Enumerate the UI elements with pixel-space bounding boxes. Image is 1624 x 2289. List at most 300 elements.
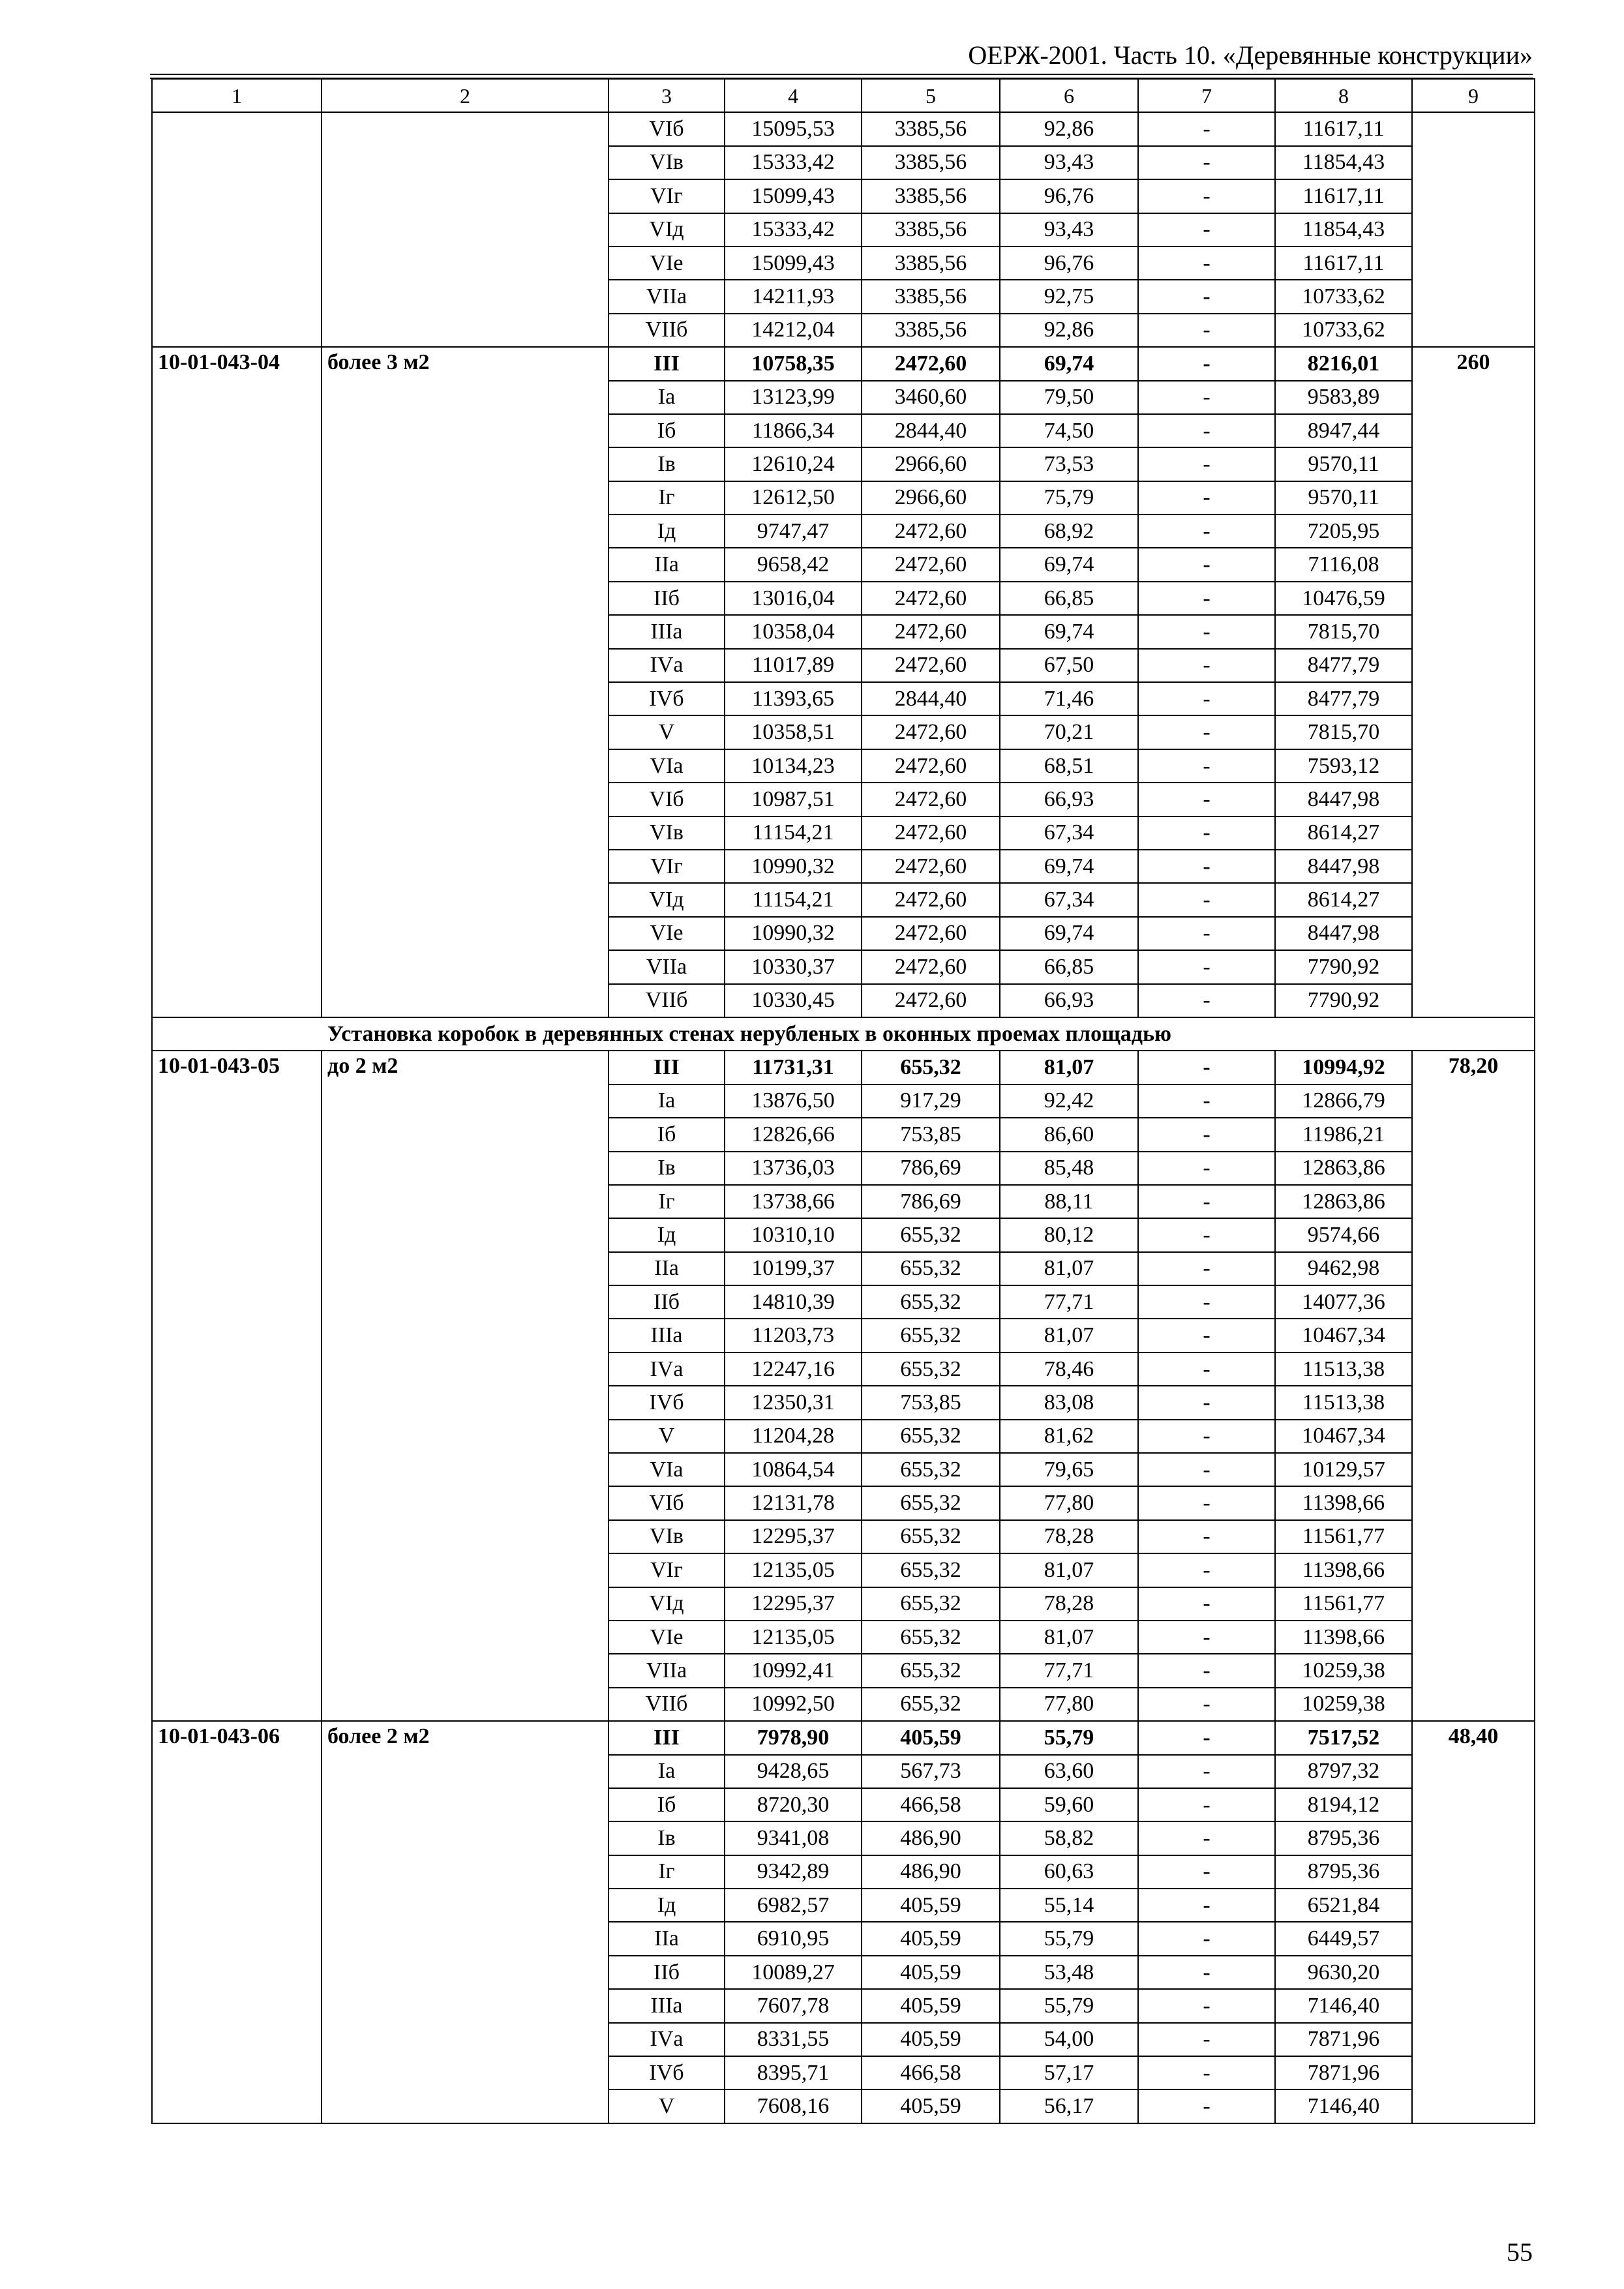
machines-cell: 68,51 <box>1000 749 1138 783</box>
total-cost-cell: 14212,04 <box>725 314 862 347</box>
total-cost-cell: 10330,37 <box>725 950 862 983</box>
materials-cell: 11617,11 <box>1275 247 1412 280</box>
materials-cell: 10733,62 <box>1275 314 1412 347</box>
machines-cell: 58,82 <box>1000 1821 1138 1855</box>
machines-cell: 92,86 <box>1000 112 1138 145</box>
machines-cell: 79,50 <box>1000 381 1138 414</box>
col-number: 9 <box>1412 79 1535 112</box>
machinist-wages-cell: - <box>1138 2089 1275 2123</box>
machines-cell: 92,75 <box>1000 280 1138 313</box>
total-cost-cell: 9747,47 <box>725 515 862 548</box>
wages-cell: 3460,60 <box>862 381 1000 414</box>
wages-cell: 753,85 <box>862 1386 1000 1419</box>
total-cost-cell: 11866,34 <box>725 414 862 447</box>
total-cost-cell: 10990,32 <box>725 917 862 950</box>
total-cost-cell: 10199,37 <box>725 1252 862 1285</box>
page-number: 55 <box>1507 2237 1533 2267</box>
zone-cell: IIа <box>609 548 725 581</box>
machinist-wages-cell: - <box>1138 1051 1275 1084</box>
total-cost-cell: 13123,99 <box>725 381 862 414</box>
zone-cell: VIе <box>609 247 725 280</box>
zone-cell: VIг <box>609 179 725 213</box>
machinist-wages-cell: - <box>1138 1285 1275 1319</box>
wages-cell: 2472,60 <box>862 749 1000 783</box>
total-cost-cell: 8395,71 <box>725 2056 862 2089</box>
wages-cell: 655,32 <box>862 1688 1000 1721</box>
zone-cell: Iд <box>609 1889 725 1922</box>
materials-cell: 11854,43 <box>1275 213 1412 247</box>
zone-cell: Iа <box>609 1085 725 1118</box>
materials-cell: 12863,86 <box>1275 1152 1412 1185</box>
zone-cell: IVб <box>609 682 725 715</box>
materials-cell: 11513,38 <box>1275 1353 1412 1386</box>
total-cost-cell: 7978,90 <box>725 1721 862 1754</box>
wages-cell: 2472,60 <box>862 347 1000 380</box>
wages-cell: 2472,60 <box>862 850 1000 883</box>
materials-cell: 8194,12 <box>1275 1788 1412 1821</box>
zone-cell: VIIб <box>609 314 725 347</box>
zone-cell: VIе <box>609 1621 725 1654</box>
machinist-wages-cell: - <box>1138 347 1275 380</box>
materials-cell: 10467,34 <box>1275 1319 1412 1352</box>
total-cost-cell: 12826,66 <box>725 1118 862 1151</box>
wages-cell: 405,59 <box>862 2089 1000 2123</box>
machinist-wages-cell: - <box>1138 1855 1275 1889</box>
total-cost-cell: 15099,43 <box>725 247 862 280</box>
zone-cell: VIе <box>609 917 725 950</box>
machines-cell: 66,85 <box>1000 582 1138 615</box>
wages-cell: 2844,40 <box>862 414 1000 447</box>
materials-cell: 7146,40 <box>1275 2089 1412 2123</box>
machinist-wages-cell: - <box>1138 280 1275 313</box>
machines-cell: 66,85 <box>1000 950 1138 983</box>
machinist-wages-cell: - <box>1138 1587 1275 1621</box>
machinist-wages-cell: - <box>1138 1085 1275 1118</box>
materials-cell: 10259,38 <box>1275 1654 1412 1687</box>
total-cost-cell: 11154,21 <box>725 816 862 850</box>
wages-cell: 3385,56 <box>862 179 1000 213</box>
wages-cell: 655,32 <box>862 1051 1000 1084</box>
machines-cell: 78,46 <box>1000 1353 1138 1386</box>
machinist-wages-cell: - <box>1138 1486 1275 1519</box>
machinist-wages-cell: - <box>1138 247 1275 280</box>
col-number: 2 <box>322 79 609 112</box>
machinist-wages-cell: - <box>1138 883 1275 916</box>
machines-cell: 73,53 <box>1000 447 1138 481</box>
machinist-wages-cell: - <box>1138 682 1275 715</box>
wages-cell: 2472,60 <box>862 548 1000 581</box>
total-cost-cell: 9342,89 <box>725 1855 862 1889</box>
total-cost-cell: 6910,95 <box>725 1922 862 1955</box>
machines-cell: 54,00 <box>1000 2023 1138 2056</box>
machines-cell: 93,43 <box>1000 146 1138 179</box>
wages-cell: 2472,60 <box>862 582 1000 615</box>
rate-name: до 2 м2 <box>322 1051 609 1721</box>
materials-cell: 8477,79 <box>1275 649 1412 682</box>
materials-cell: 10129,57 <box>1275 1453 1412 1486</box>
total-cost-cell: 11393,65 <box>725 682 862 715</box>
wages-cell: 405,59 <box>862 1889 1000 1922</box>
section-heading: Установка коробок в деревянных стенах нерубленых в оконных проемах площадью <box>152 1017 1535 1051</box>
machinist-wages-cell: - <box>1138 515 1275 548</box>
total-cost-cell: 10310,10 <box>725 1218 862 1251</box>
zone-cell: IIб <box>609 582 725 615</box>
total-cost-cell: 15099,43 <box>725 179 862 213</box>
materials-cell: 11561,77 <box>1275 1520 1412 1553</box>
wages-cell: 786,69 <box>862 1185 1000 1218</box>
labor-cost-cell: 48,40 <box>1412 1721 1535 2123</box>
materials-cell: 10733,62 <box>1275 280 1412 313</box>
total-cost-cell: 10358,51 <box>725 715 862 749</box>
col-number: 8 <box>1275 79 1412 112</box>
machines-cell: 67,34 <box>1000 816 1138 850</box>
rate-name: более 2 м2 <box>322 1721 609 2123</box>
zone-cell: Iг <box>609 481 725 515</box>
col-number: 1 <box>152 79 322 112</box>
wages-cell: 405,59 <box>862 1989 1000 2022</box>
zone-cell: Iд <box>609 515 725 548</box>
zone-cell: V <box>609 2089 725 2123</box>
zone-cell: IVа <box>609 649 725 682</box>
wages-cell: 2472,60 <box>862 917 1000 950</box>
machinist-wages-cell: - <box>1138 314 1275 347</box>
materials-cell: 7146,40 <box>1275 1989 1412 2022</box>
materials-cell: 9462,98 <box>1275 1252 1412 1285</box>
machines-cell: 60,63 <box>1000 1855 1138 1889</box>
zone-cell: Iг <box>609 1185 725 1218</box>
total-cost-cell: 10758,35 <box>725 347 862 380</box>
column-number-row <box>152 79 1535 112</box>
zone-cell: IIIа <box>609 615 725 648</box>
total-cost-cell: 10864,54 <box>725 1453 862 1486</box>
machines-cell: 96,76 <box>1000 179 1138 213</box>
machines-cell: 78,28 <box>1000 1520 1138 1553</box>
zone-cell: Iб <box>609 1788 725 1821</box>
machinist-wages-cell: - <box>1138 1755 1275 1788</box>
materials-cell: 6449,57 <box>1275 1922 1412 1955</box>
col-number: 4 <box>725 79 862 112</box>
materials-cell: 7593,12 <box>1275 749 1412 783</box>
total-cost-cell: 12295,37 <box>725 1587 862 1621</box>
col-number: 6 <box>1000 79 1138 112</box>
machines-cell: 59,60 <box>1000 1788 1138 1821</box>
total-cost-cell: 8720,30 <box>725 1788 862 1821</box>
materials-cell: 11617,11 <box>1275 179 1412 213</box>
zone-cell: IIа <box>609 1922 725 1955</box>
machines-cell: 63,60 <box>1000 1755 1138 1788</box>
materials-cell: 11617,11 <box>1275 112 1412 145</box>
rate-code <box>152 112 322 347</box>
materials-cell: 9574,66 <box>1275 1218 1412 1251</box>
wages-cell: 405,59 <box>862 1956 1000 1989</box>
materials-cell: 9630,20 <box>1275 1956 1412 1989</box>
zone-cell: VIIб <box>609 984 725 1017</box>
materials-cell: 11398,66 <box>1275 1486 1412 1519</box>
wages-cell: 655,32 <box>862 1587 1000 1621</box>
materials-cell: 7815,70 <box>1275 615 1412 648</box>
zone-cell: Iб <box>609 1118 725 1151</box>
total-cost-cell: 12612,50 <box>725 481 862 515</box>
total-cost-cell: 10358,04 <box>725 615 862 648</box>
materials-cell: 7815,70 <box>1275 715 1412 749</box>
zone-cell: VIг <box>609 850 725 883</box>
materials-cell: 8216,01 <box>1275 347 1412 380</box>
zone-cell: VIа <box>609 1453 725 1486</box>
total-cost-cell: 12131,78 <box>725 1486 862 1519</box>
materials-cell: 10994,92 <box>1275 1051 1412 1084</box>
wages-cell: 2966,60 <box>862 447 1000 481</box>
zone-cell: Iг <box>609 1855 725 1889</box>
machines-cell: 77,80 <box>1000 1486 1138 1519</box>
machines-cell: 74,50 <box>1000 414 1138 447</box>
zone-cell: VIд <box>609 883 725 916</box>
machines-cell: 53,48 <box>1000 1956 1138 1989</box>
zone-cell: V <box>609 1420 725 1453</box>
materials-cell: 8447,98 <box>1275 917 1412 950</box>
machines-cell: 85,48 <box>1000 1152 1138 1185</box>
materials-cell: 12863,86 <box>1275 1185 1412 1218</box>
machinist-wages-cell: - <box>1138 1989 1275 2022</box>
wages-cell: 655,32 <box>862 1654 1000 1687</box>
machinist-wages-cell: - <box>1138 1553 1275 1587</box>
zone-cell: VIIа <box>609 950 725 983</box>
wages-cell: 655,32 <box>862 1285 1000 1319</box>
machines-cell: 55,79 <box>1000 1922 1138 1955</box>
wages-cell: 567,73 <box>862 1755 1000 1788</box>
materials-cell: 7871,96 <box>1275 2056 1412 2089</box>
labor-cost-cell: 78,20 <box>1412 1051 1535 1721</box>
machinist-wages-cell: - <box>1138 447 1275 481</box>
machinist-wages-cell: - <box>1138 414 1275 447</box>
machines-cell: 92,42 <box>1000 1085 1138 1118</box>
machinist-wages-cell: - <box>1138 783 1275 816</box>
machinist-wages-cell: - <box>1138 213 1275 247</box>
materials-cell: 8614,27 <box>1275 883 1412 916</box>
machinist-wages-cell: - <box>1138 1453 1275 1486</box>
machinist-wages-cell: - <box>1138 1386 1275 1419</box>
machinist-wages-cell: - <box>1138 1520 1275 1553</box>
wages-cell: 486,90 <box>862 1821 1000 1855</box>
total-cost-cell: 12247,16 <box>725 1353 862 1386</box>
wages-cell: 2472,60 <box>862 816 1000 850</box>
machinist-wages-cell: - <box>1138 2056 1275 2089</box>
wages-cell: 3385,56 <box>862 146 1000 179</box>
machines-cell: 80,12 <box>1000 1218 1138 1251</box>
machinist-wages-cell: - <box>1138 1353 1275 1386</box>
zone-cell: VIг <box>609 1553 725 1587</box>
machines-cell: 88,11 <box>1000 1185 1138 1218</box>
wages-cell: 405,59 <box>862 1922 1000 1955</box>
materials-cell: 7871,96 <box>1275 2023 1412 2056</box>
machinist-wages-cell: - <box>1138 2023 1275 2056</box>
wages-cell: 2472,60 <box>862 615 1000 648</box>
machinist-wages-cell: - <box>1138 481 1275 515</box>
machinist-wages-cell: - <box>1138 381 1275 414</box>
machinist-wages-cell: - <box>1138 1688 1275 1721</box>
machines-cell: 83,08 <box>1000 1386 1138 1419</box>
machinist-wages-cell: - <box>1138 1420 1275 1453</box>
machines-cell: 77,71 <box>1000 1285 1138 1319</box>
machinist-wages-cell: - <box>1138 749 1275 783</box>
machinist-wages-cell: - <box>1138 1185 1275 1218</box>
materials-cell: 11513,38 <box>1275 1386 1412 1419</box>
machines-cell: 66,93 <box>1000 984 1138 1017</box>
rates-table <box>151 78 1535 2124</box>
machines-cell: 77,71 <box>1000 1654 1138 1687</box>
materials-cell: 9570,11 <box>1275 447 1412 481</box>
machinist-wages-cell: - <box>1138 1922 1275 1955</box>
total-cost-cell: 13738,66 <box>725 1185 862 1218</box>
materials-cell: 8797,32 <box>1275 1755 1412 1788</box>
table-body <box>152 112 1535 2123</box>
machines-cell: 69,74 <box>1000 347 1138 380</box>
total-cost-cell: 10330,45 <box>725 984 862 1017</box>
table-row <box>152 347 1535 380</box>
page-header-title: ОЕРЖ-2001. Часть 10. «Деревянные конструкции» <box>968 40 1533 70</box>
wages-cell: 2472,60 <box>862 883 1000 916</box>
zone-cell: IIIа <box>609 1989 725 2022</box>
zone-cell: VIIб <box>609 1688 725 1721</box>
col-number: 3 <box>609 79 725 112</box>
total-cost-cell: 12295,37 <box>725 1520 862 1553</box>
zone-cell: Iв <box>609 447 725 481</box>
machinist-wages-cell: - <box>1138 715 1275 749</box>
materials-cell: 11561,77 <box>1275 1587 1412 1621</box>
machinist-wages-cell: - <box>1138 1654 1275 1687</box>
machinist-wages-cell: - <box>1138 1721 1275 1754</box>
machines-cell: 75,79 <box>1000 481 1138 515</box>
machines-cell: 69,74 <box>1000 548 1138 581</box>
total-cost-cell: 11017,89 <box>725 649 862 682</box>
rate-name <box>322 112 609 347</box>
machines-cell: 71,46 <box>1000 682 1138 715</box>
table-row <box>152 1721 1535 1754</box>
section-heading-row <box>152 1017 1535 1051</box>
materials-cell: 8447,98 <box>1275 850 1412 883</box>
total-cost-cell: 10134,23 <box>725 749 862 783</box>
zone-cell: V <box>609 715 725 749</box>
total-cost-cell: 10992,50 <box>725 1688 862 1721</box>
zone-cell: III <box>609 1721 725 1754</box>
zone-cell: IVб <box>609 2056 725 2089</box>
wages-cell: 2472,60 <box>862 984 1000 1017</box>
materials-cell: 8447,98 <box>1275 783 1412 816</box>
machinist-wages-cell: - <box>1138 850 1275 883</box>
zone-cell: VIв <box>609 146 725 179</box>
materials-cell: 10476,59 <box>1275 582 1412 615</box>
materials-cell: 14077,36 <box>1275 1285 1412 1319</box>
wages-cell: 2966,60 <box>862 481 1000 515</box>
zone-cell: VIд <box>609 213 725 247</box>
zone-cell: IVа <box>609 2023 725 2056</box>
total-cost-cell: 10987,51 <box>725 783 862 816</box>
header-rule <box>150 74 1533 75</box>
machinist-wages-cell: - <box>1138 984 1275 1017</box>
zone-cell: VIд <box>609 1587 725 1621</box>
wages-cell: 786,69 <box>862 1152 1000 1185</box>
materials-cell: 11398,66 <box>1275 1621 1412 1654</box>
machines-cell: 55,79 <box>1000 1721 1138 1754</box>
machinist-wages-cell: - <box>1138 1118 1275 1151</box>
total-cost-cell: 8331,55 <box>725 2023 862 2056</box>
total-cost-cell: 9341,08 <box>725 1821 862 1855</box>
machines-cell: 81,07 <box>1000 1553 1138 1587</box>
zone-cell: Iа <box>609 1755 725 1788</box>
machines-cell: 79,65 <box>1000 1453 1138 1486</box>
wages-cell: 466,58 <box>862 1788 1000 1821</box>
wages-cell: 405,59 <box>862 2023 1000 2056</box>
rate-name: более 3 м2 <box>322 347 609 1017</box>
wages-cell: 3385,56 <box>862 280 1000 313</box>
wages-cell: 3385,56 <box>862 213 1000 247</box>
table-row <box>152 1051 1535 1084</box>
machines-cell: 81,07 <box>1000 1051 1138 1084</box>
materials-cell: 8795,36 <box>1275 1821 1412 1855</box>
wages-cell: 2472,60 <box>862 515 1000 548</box>
machines-cell: 69,74 <box>1000 917 1138 950</box>
wages-cell: 405,59 <box>862 1721 1000 1754</box>
wages-cell: 655,32 <box>862 1319 1000 1352</box>
total-cost-cell: 12135,05 <box>725 1553 862 1587</box>
materials-cell: 8477,79 <box>1275 682 1412 715</box>
zone-cell: VIIа <box>609 280 725 313</box>
machines-cell: 69,74 <box>1000 850 1138 883</box>
total-cost-cell: 14211,93 <box>725 280 862 313</box>
materials-cell: 8614,27 <box>1275 816 1412 850</box>
total-cost-cell: 10990,32 <box>725 850 862 883</box>
wages-cell: 655,32 <box>862 1420 1000 1453</box>
total-cost-cell: 12135,05 <box>725 1621 862 1654</box>
zone-cell: IIIа <box>609 1319 725 1352</box>
total-cost-cell: 7608,16 <box>725 2089 862 2123</box>
machinist-wages-cell: - <box>1138 1252 1275 1285</box>
materials-cell: 6521,84 <box>1275 1889 1412 1922</box>
wages-cell: 655,32 <box>862 1621 1000 1654</box>
total-cost-cell: 14810,39 <box>725 1285 862 1319</box>
total-cost-cell: 9428,65 <box>725 1755 862 1788</box>
total-cost-cell: 12350,31 <box>725 1386 862 1419</box>
wages-cell: 2472,60 <box>862 715 1000 749</box>
machinist-wages-cell: - <box>1138 1319 1275 1352</box>
machinist-wages-cell: - <box>1138 615 1275 648</box>
zone-cell: Iв <box>609 1821 725 1855</box>
wages-cell: 466,58 <box>862 2056 1000 2089</box>
total-cost-cell: 15333,42 <box>725 146 862 179</box>
zone-cell: III <box>609 1051 725 1084</box>
machines-cell: 77,80 <box>1000 1688 1138 1721</box>
wages-cell: 655,32 <box>862 1353 1000 1386</box>
materials-cell: 10467,34 <box>1275 1420 1412 1453</box>
materials-cell: 10259,38 <box>1275 1688 1412 1721</box>
materials-cell: 11986,21 <box>1275 1118 1412 1151</box>
zone-cell: IIа <box>609 1252 725 1285</box>
machinist-wages-cell: - <box>1138 816 1275 850</box>
materials-cell: 11854,43 <box>1275 146 1412 179</box>
wages-cell: 655,32 <box>862 1553 1000 1587</box>
zone-cell: Iд <box>609 1218 725 1251</box>
machinist-wages-cell: - <box>1138 917 1275 950</box>
machines-cell: 81,07 <box>1000 1319 1138 1352</box>
wages-cell: 655,32 <box>862 1453 1000 1486</box>
zone-cell: VIв <box>609 816 725 850</box>
wages-cell: 655,32 <box>862 1218 1000 1251</box>
zone-cell: IIб <box>609 1956 725 1989</box>
total-cost-cell: 13876,50 <box>725 1085 862 1118</box>
materials-cell: 11398,66 <box>1275 1553 1412 1587</box>
col-number: 7 <box>1138 79 1275 112</box>
machines-cell: 55,14 <box>1000 1889 1138 1922</box>
machinist-wages-cell: - <box>1138 548 1275 581</box>
